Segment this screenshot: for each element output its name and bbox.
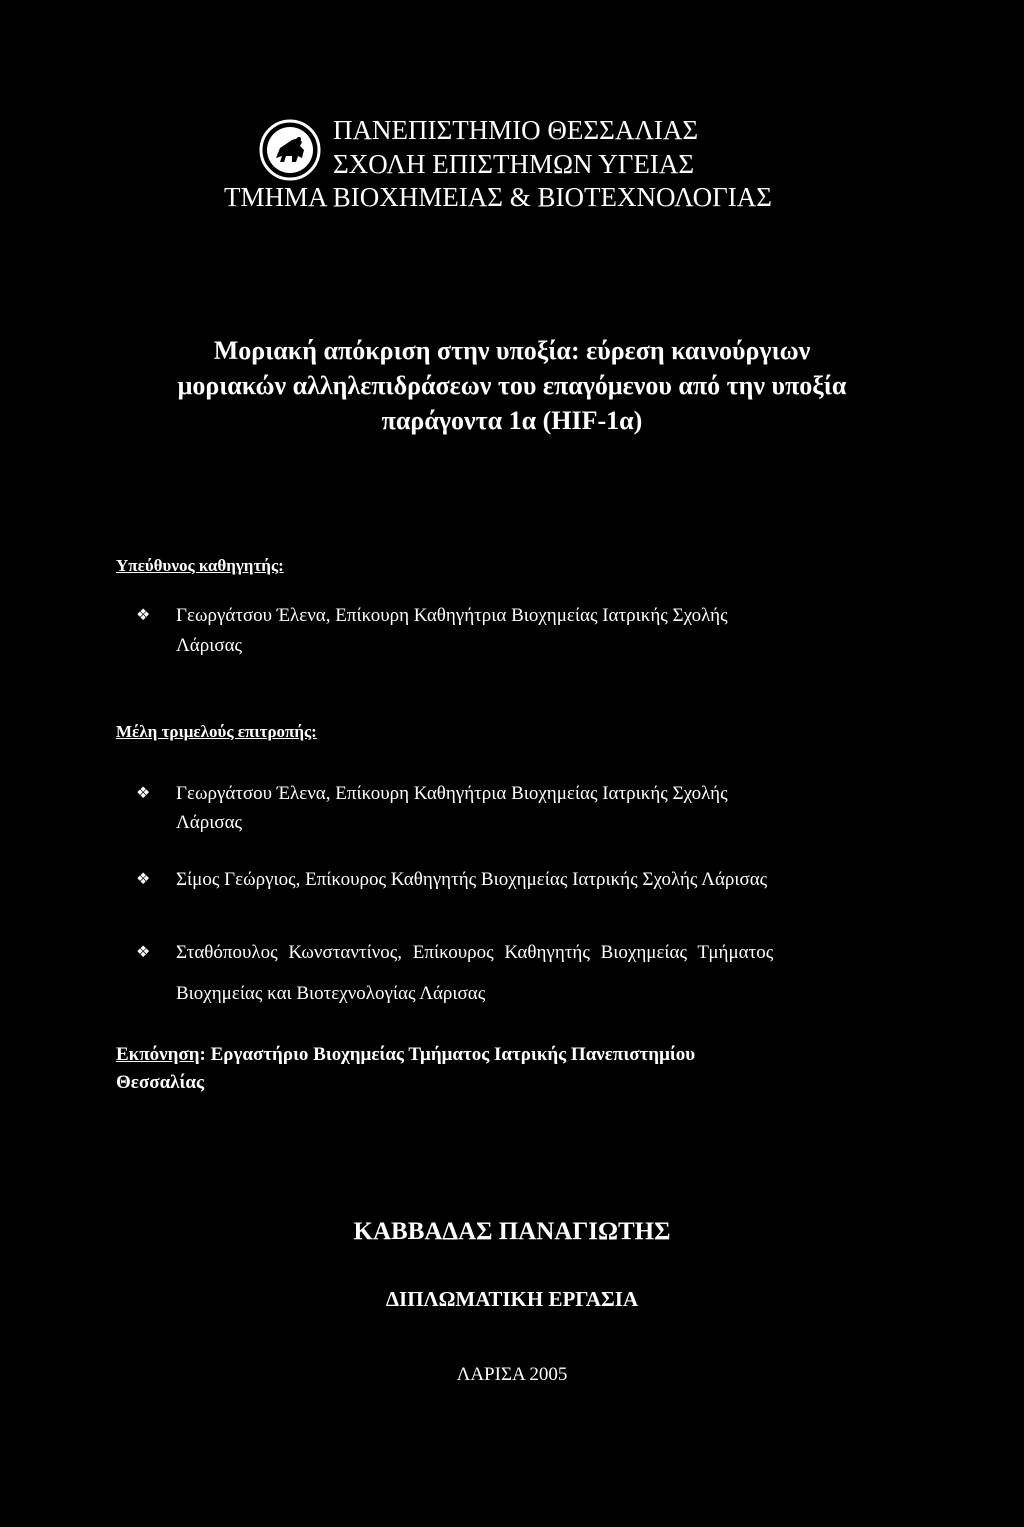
committee-member-3-line-2: Βιοχημείας και Βιοτεχνολογίας Λάρισας [176, 983, 486, 1004]
committee-member-1-line-1: Γεωργάτσου Έλενα, Επίκουρη Καθηγήτρια Βιοχημείας Ιατρικής Σχολής [176, 783, 728, 804]
committee-member-3-line-1: Σταθόπουλος Κωνσταντίνος, Επίκουρος Καθηγητής Βιοχημείας Τμήματος [176, 942, 774, 963]
university-name: ΠΑΝΕΠΙΣΤΗΜΙΟ ΘΕΣΣΑΛΙΑΣ [333, 115, 699, 145]
committee-member-1-line-2: Λάρισας [176, 812, 243, 833]
supervisor-line-2: Λάρισας [176, 635, 243, 656]
thesis-title-line-3: παράγοντα 1α (HIF-1α) [381, 406, 643, 435]
execution-line-2: Θεσσαλίας [116, 1072, 205, 1093]
committee-member-2: Σίμος Γεώργιος, Επίκουρος Καθηγητής Βιοχημείας Ιατρικής Σχολής Λάρισας [176, 869, 768, 890]
place-year: ΛΑΡΙΣΑ 2005 [456, 1364, 568, 1385]
diamond-bullet-icon: ❖ [136, 785, 151, 802]
department-name: ΤΜΗΜΑ ΒΙΟΧΗΜΕΙΑΣ & ΒΙΟΤΕΧΝΟΛΟΓΙΑΣ [224, 182, 772, 212]
university-seal-icon [258, 118, 322, 182]
committee-label: Μέλη τριμελούς επιτροπής: [116, 722, 317, 741]
execution-colon: : [199, 1044, 206, 1065]
school-name: ΣΧΟΛΗ ΕΠΙΣΤΗΜΩΝ ΥΓΕΙΑΣ [333, 149, 695, 179]
execution-lab: Εργαστήριο Βιοχημείας Τμήματος Ιατρικής Πανεπιστημίου [210, 1044, 696, 1065]
execution-line-1 [116, 1044, 695, 1066]
thesis-title-line-2: μοριακών αλληλεπιδράσεων του επαγόμενου από την υποξία [177, 371, 847, 400]
diamond-bullet-icon: ❖ [136, 871, 151, 888]
supervisor-label: Υπεύθυνος καθηγητής: [116, 556, 284, 575]
diamond-bullet-icon: ❖ [136, 607, 151, 624]
author-name: ΚΑΒΒΑΔΑΣ ΠΑΝΑΓΙΩΤΗΣ [353, 1218, 671, 1245]
execution-label: Εκπόνηση [116, 1044, 200, 1065]
supervisor-line-1: Γεωργάτσου Έλενα, Επίκουρη Καθηγήτρια Βιοχημείας Ιατρικής Σχολής [176, 605, 728, 626]
thesis-title-line-1: Μοριακή απόκριση στην υποξία: εύρεση καινούργιων [213, 336, 811, 365]
document-type: ΔΙΠΛΩΜΑΤΙΚΗ ΕΡΓΑΣΙΑ [385, 1287, 639, 1311]
diamond-bullet-icon: ❖ [136, 944, 151, 961]
